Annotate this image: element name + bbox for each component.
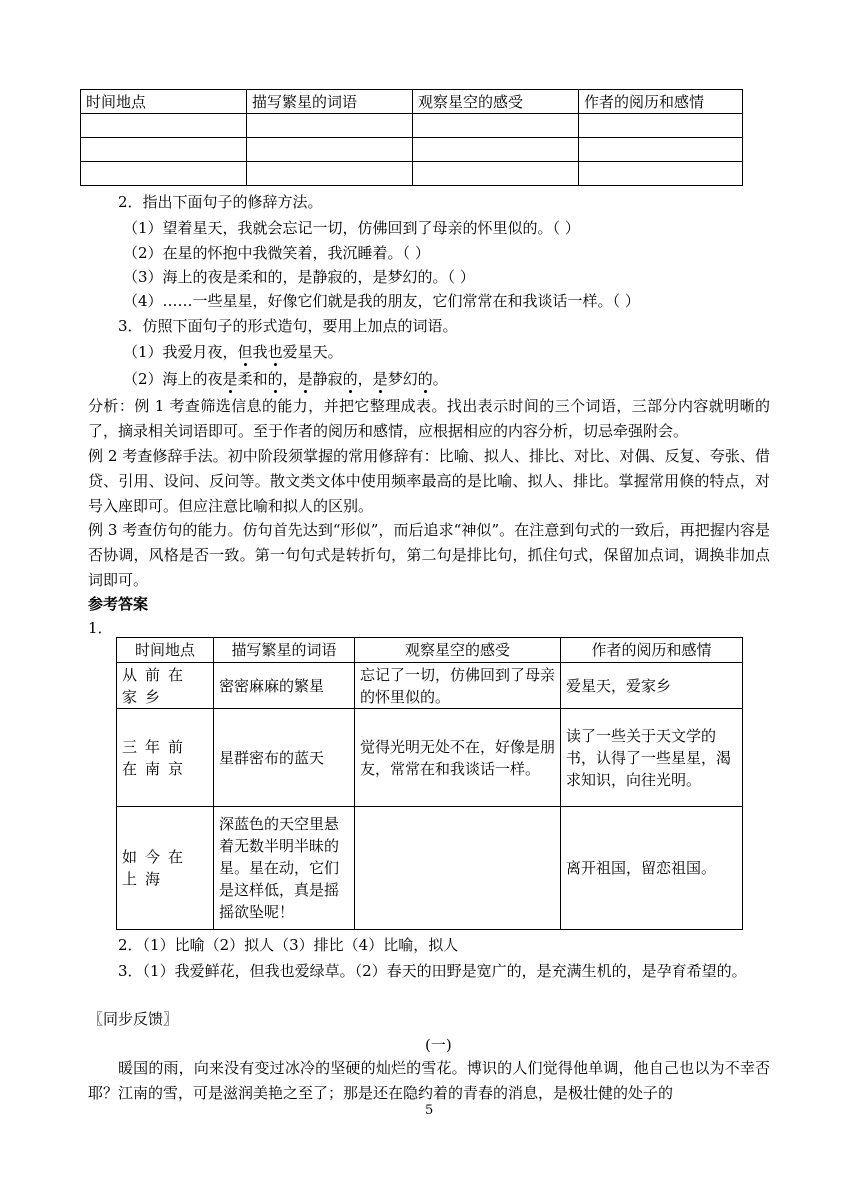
text: 我 <box>252 343 268 361</box>
analysis-paragraph-1: 分析：例 1 考查筛选信息的能力，并把它整理成表。找出表示时间的三个词语，三部分内容就明晰的了，摘录相关词语即可。至于作者的阅历和感情，应根据相应的内容分析，切忌牵强附会。 <box>88 397 770 440</box>
text: 梦幻 <box>387 370 418 388</box>
text: 静寂 <box>312 370 343 388</box>
section-heading: (一) <box>425 1036 452 1054</box>
dotted-word: 也 <box>267 343 283 361</box>
question-2-item-4: （4）……一些星星，好像它们就是我的朋友，它们常常在和我谈话一样。（ ） <box>123 292 640 310</box>
table-cell: 星群密布的蓝天 <box>214 709 355 807</box>
analysis-paragraph-3: 例 3 考查仿句的能力。仿句首先达到“形似”，而后追求“神似”。在注意到句式的一致后，再把握内容是否协调，风格是否一致。第一句句式是转折句，第二句是排比句，抓住句式，保留加点词，调换非加点词即可。 <box>88 521 770 589</box>
dotted-word: 的 <box>342 370 358 388</box>
table-cell: 深蓝色的天空里悬着无数半明半昧的星。星在动，它们是这样低，真是摇摇欲坠呢！ <box>214 807 355 930</box>
table-cell: 读了一些关于天文学的书，认得了一些星星，渴求知识，向往光明。 <box>561 709 743 807</box>
text: 。 <box>432 370 448 388</box>
question-3-sentence-2 <box>123 368 448 389</box>
table-row <box>81 138 743 162</box>
table-header-row <box>117 638 743 663</box>
table-header-cell: 观察星空的感受 <box>413 90 579 114</box>
table-header-cell: 描写繁星的词语 <box>214 638 355 663</box>
question-2-item-2: （2）在星的怀抱中我微笑着，我沉睡着。（ ） <box>123 244 430 262</box>
answer-3: 3．（1）我爱鲜花，但我也爱绿草。（2）春天的田野是宽广的，是充满生机的，是孕育希望的。 <box>118 962 747 980</box>
dotted-word: 是 <box>222 370 238 388</box>
table-header-cell: 时间地点 <box>117 638 214 663</box>
table-row <box>117 663 743 709</box>
dotted-word: 但 <box>237 343 253 361</box>
table-cell: 密密麻麻的繁星 <box>214 663 355 709</box>
answer-2: 2．（1）比喻（2）拟人（3）排比（4）比喻，拟人 <box>118 936 459 954</box>
table-cell: 离开祖国，留恋祖国。 <box>561 807 743 930</box>
table-header-row <box>81 90 743 114</box>
table-cell: 从前在家乡 <box>117 663 214 709</box>
table-row <box>81 114 743 138</box>
table-row <box>117 709 743 807</box>
table-cell: 三年前在南京 <box>117 709 214 807</box>
table-row <box>81 162 743 186</box>
table-cell: 觉得光明无处不在，好像是朋友，常常在和我谈话一样。 <box>355 709 561 807</box>
dotted-word: 的 <box>267 370 283 388</box>
question-3-sentence-1 <box>123 341 343 362</box>
table-cell <box>355 807 561 930</box>
feedback-heading: 〖同步反馈〗 <box>88 1010 179 1028</box>
feedback-passage: 暖国的雨，向来没有变过冰冷的坚硬的灿烂的雪花。博识的人们觉得他单调，他自己也以为不幸否耶？江南的雪，可是滋润美艳之至了；那是还在隐约着的青春的消息，是极壮健的处子的 <box>88 1059 770 1102</box>
exercise-table <box>80 89 743 186</box>
text: 柔和 <box>237 370 268 388</box>
table-header-cell: 作者的阅历和感情 <box>561 638 743 663</box>
text: （1）我爱月夜， <box>123 343 238 361</box>
question-3-title: 3．仿照下面句子的形式造句，要用上加点的词语。 <box>118 317 458 335</box>
question-2-item-1: （1）望着星天，我就会忘记一切，仿佛回到了母亲的怀里似的。（ ） <box>123 219 580 237</box>
page-number: 5 <box>425 1103 434 1118</box>
table-header-cell: 作者的阅历和感情 <box>579 90 743 114</box>
text: ， <box>282 370 298 388</box>
table-cell: 忘记了一切，仿佛回到了母亲的怀里似的。 <box>355 663 561 709</box>
text: 爱星天。 <box>282 343 343 361</box>
dotted-word: 是 <box>372 370 388 388</box>
dotted-word: 的 <box>417 370 433 388</box>
answers-heading: 参考答案 <box>88 595 149 613</box>
text: （2）海上的夜 <box>123 370 223 388</box>
table-header-cell: 时间地点 <box>81 90 247 114</box>
table-row <box>117 807 743 930</box>
question-2-title: 2．指出下面句子的修辞方法。 <box>118 193 323 211</box>
table-cell: 如今在上海 <box>117 807 214 930</box>
table-header-cell: 观察星空的感受 <box>355 638 561 663</box>
answer-table <box>116 637 743 930</box>
table-header-cell: 描写繁星的词语 <box>247 90 413 114</box>
table-cell: 爱星天，爱家乡 <box>561 663 743 709</box>
question-2-item-3: （3）海上的夜是柔和的，是静寂的，是梦幻的。（ ） <box>123 268 475 286</box>
analysis-paragraph-2: 例 2 考查修辞手法。初中阶段须掌握的常用修辞有：比喻、拟人、排比、对比、对偶、反复、夸张、借贷、引用、设问、反问等。散文类文体中使用频率最高的是比喻、拟人、排比。掌握常用倏的特点，对号入座即可。但应注意比喻和拟人的区别。 <box>88 447 770 515</box>
answer-1-number: 1． <box>88 619 113 637</box>
dotted-word: 是 <box>297 370 313 388</box>
text: ， <box>357 370 373 388</box>
